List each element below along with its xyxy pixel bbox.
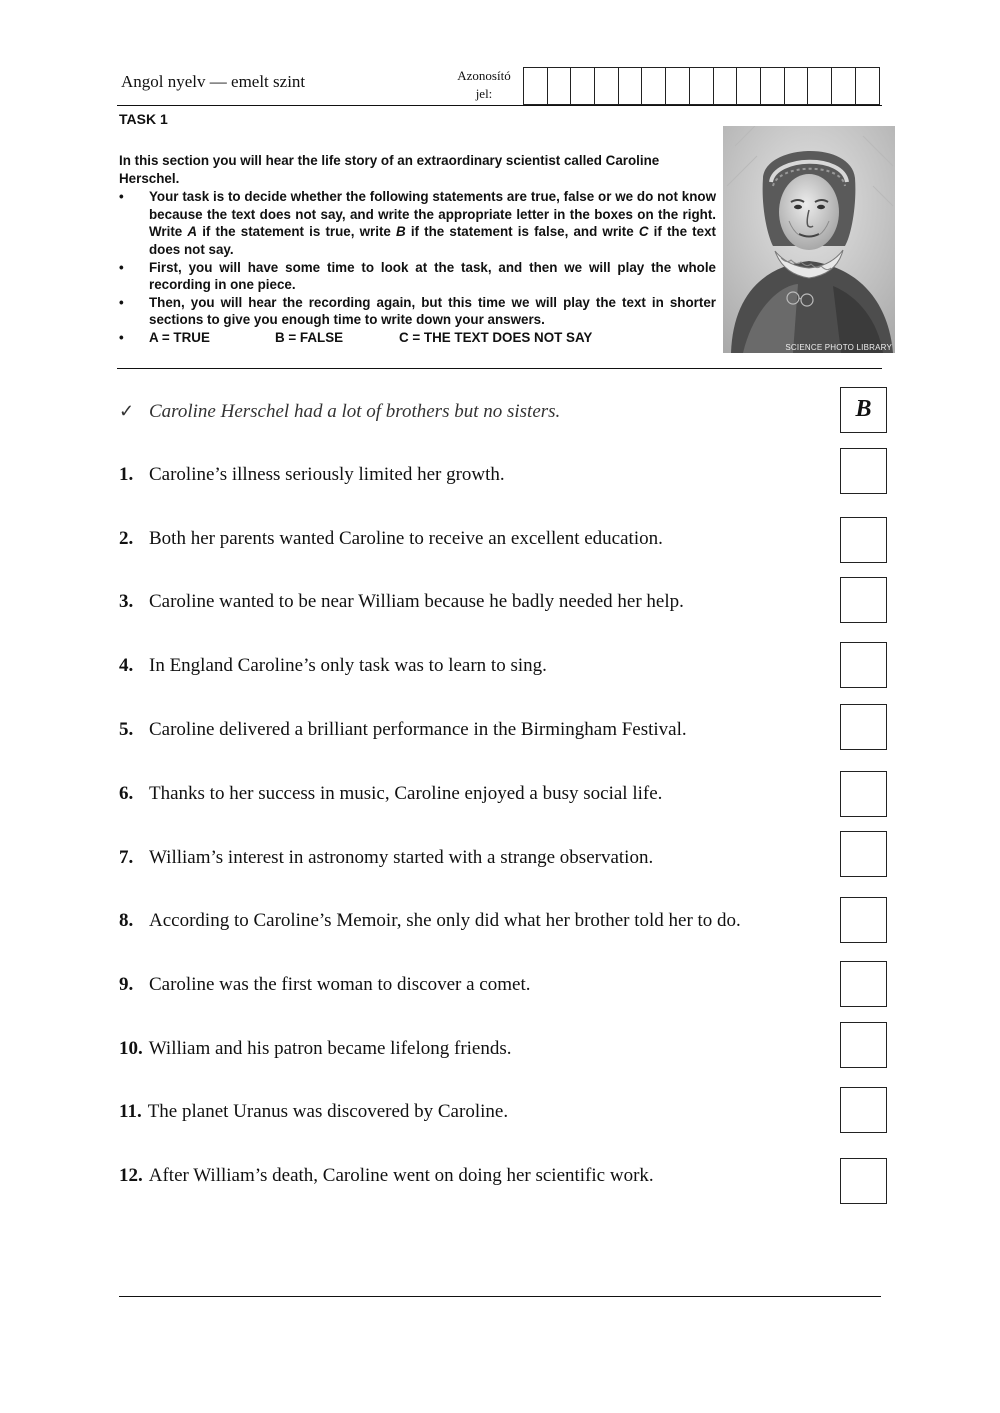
answer-box-4[interactable]: [840, 642, 887, 688]
instruction-text: First, you will have some time to look at the task, and then we will play the whole recording in one piece.: [149, 259, 716, 293]
statement-text: Caroline wanted to be near William because he badly needed her help.: [149, 591, 684, 612]
id-code-cell[interactable]: [737, 68, 761, 104]
statement-2: [119, 528, 663, 550]
statement-4: [119, 655, 547, 677]
key-false: B = FALSE: [275, 329, 344, 345]
id-code-cell[interactable]: [785, 68, 809, 104]
answer-box-1[interactable]: [840, 448, 887, 494]
example-answer-box: B: [840, 387, 887, 433]
statement-number: 9.: [119, 974, 134, 995]
id-code-cell[interactable]: [642, 68, 666, 104]
statement-text: Caroline was the first woman to discover a comet.: [149, 974, 531, 995]
bullet-icon: •: [119, 259, 124, 275]
statement-3: [119, 591, 684, 613]
statement-number: 10.: [119, 1038, 143, 1059]
checkmark-icon: ✓: [119, 401, 135, 421]
statement-number: 4.: [119, 655, 134, 676]
statement-number: 2.: [119, 528, 134, 549]
task-title: TASK 1: [119, 111, 168, 127]
id-label-line2: jel:: [475, 86, 493, 101]
id-code-cell[interactable]: [690, 68, 714, 104]
statement-number: 11.: [119, 1101, 142, 1122]
answer-box-12[interactable]: [840, 1158, 887, 1204]
statement-9: [119, 974, 530, 996]
statement-number: 1.: [119, 464, 134, 485]
statement-11: [119, 1101, 508, 1123]
task-instructions: [119, 152, 716, 347]
section-divider: [117, 368, 882, 369]
statement-8: [119, 910, 741, 932]
answer-box-8[interactable]: [840, 897, 887, 943]
statement-text: Caroline delivered a brilliant performance in the Birmingham Festival.: [149, 719, 687, 740]
letter-a: A: [187, 224, 198, 240]
bullet-icon: •: [119, 329, 124, 345]
answer-box-6[interactable]: [840, 771, 887, 817]
id-code-cell[interactable]: [856, 68, 880, 104]
instruction-text-part: if the text does not say.: [149, 224, 716, 257]
statement-text: The planet Uranus was discovered by Caroline.: [147, 1101, 509, 1122]
statement-text: Both her parents wanted Caroline to receive an excellent education.: [149, 528, 663, 549]
letter-c: C: [638, 224, 649, 240]
key-not-say: C = THE TEXT DOES NOT SAY: [399, 329, 593, 345]
statement-10: [119, 1038, 512, 1060]
header-title: Angol nyelv — emelt szint: [121, 72, 306, 91]
id-label: [440, 67, 528, 103]
instruction-item: [119, 188, 716, 258]
answer-box-3[interactable]: [840, 577, 887, 623]
answer-box-7[interactable]: [840, 831, 887, 877]
id-code-cell[interactable]: [666, 68, 690, 104]
id-code-boxes[interactable]: [523, 67, 880, 105]
instruction-text-part: if the statement is true, write: [197, 224, 397, 240]
statement-text: According to Caroline’s Memoir, she only did what her brother told her to do.: [149, 910, 741, 931]
statement-number: 6.: [119, 783, 134, 804]
id-code-cell[interactable]: [524, 68, 548, 104]
instruction-list: [119, 188, 716, 346]
statement-number: 12.: [119, 1165, 143, 1186]
answer-box-2[interactable]: [840, 517, 887, 563]
statement-text: In England Caroline’s only task was to learn to sing.: [149, 655, 547, 676]
id-code-cell[interactable]: [761, 68, 785, 104]
bullet-icon: •: [119, 189, 124, 205]
statement-1: [119, 464, 505, 486]
bullet-icon: •: [119, 294, 124, 310]
id-code-cell[interactable]: [548, 68, 572, 104]
statement-number: 8.: [119, 910, 134, 931]
id-label-line1: Azonosító: [457, 68, 511, 83]
instruction-text: Then, you will hear the recording again, but this time we will play the text in shorter sections to give you enough time to write down your answers.: [149, 294, 716, 328]
statement-7: [119, 847, 653, 869]
id-code-cell[interactable]: [619, 68, 643, 104]
statement-text: After William’s death, Caroline went on doing her scientific work.: [148, 1165, 654, 1186]
intro-text: In this section you will hear the life story of an extraordinary scientist called Caroline Herschel.: [119, 153, 660, 186]
answer-box-5[interactable]: [840, 704, 887, 750]
id-code-cell[interactable]: [571, 68, 595, 104]
statement-number: 7.: [119, 847, 134, 868]
id-code-cell[interactable]: [832, 68, 856, 104]
key-true: A = TRUE: [149, 329, 210, 345]
statement-12: [119, 1165, 654, 1187]
photo-credit: SCIENCE PHOTO LIBRARY: [785, 343, 892, 352]
instruction-item: [119, 259, 716, 294]
id-code-cell[interactable]: [595, 68, 619, 104]
statement-text: William and his patron became lifelong friends.: [148, 1038, 512, 1059]
id-code-cell[interactable]: [808, 68, 832, 104]
instruction-item: [119, 294, 716, 329]
example-text: Caroline Herschel had a lot of brothers but no sisters.: [149, 401, 561, 422]
statement-number: 3.: [119, 591, 134, 612]
example-statement: [119, 400, 560, 423]
instruction-text-part: Your task is to decide whether the following statements are true, false or we do not know because the text does not say, and write the appropriate letter in the boxes on the right. Write: [149, 189, 716, 240]
portrait-image: [723, 126, 895, 353]
answer-key: [119, 329, 716, 347]
statement-number: 5.: [119, 719, 134, 740]
answer-box-10[interactable]: [840, 1022, 887, 1068]
statement-text: William’s interest in astronomy started with a strange observation.: [149, 847, 654, 868]
footer-divider: [119, 1296, 881, 1297]
statement-6: [119, 783, 662, 805]
answer-box-9[interactable]: [840, 961, 887, 1007]
statement-text: Thanks to her success in music, Caroline enjoyed a busy social life.: [149, 783, 663, 804]
statement-text: Caroline’s illness seriously limited her growth.: [149, 464, 505, 485]
instruction-text-part: if the statement is false, and write: [405, 224, 639, 240]
id-code-cell[interactable]: [714, 68, 738, 104]
answer-box-11[interactable]: [840, 1087, 887, 1133]
statement-5: [119, 719, 687, 741]
portrait-drawing: [723, 126, 895, 353]
letter-b: B: [396, 224, 406, 240]
header-divider: [117, 105, 882, 106]
